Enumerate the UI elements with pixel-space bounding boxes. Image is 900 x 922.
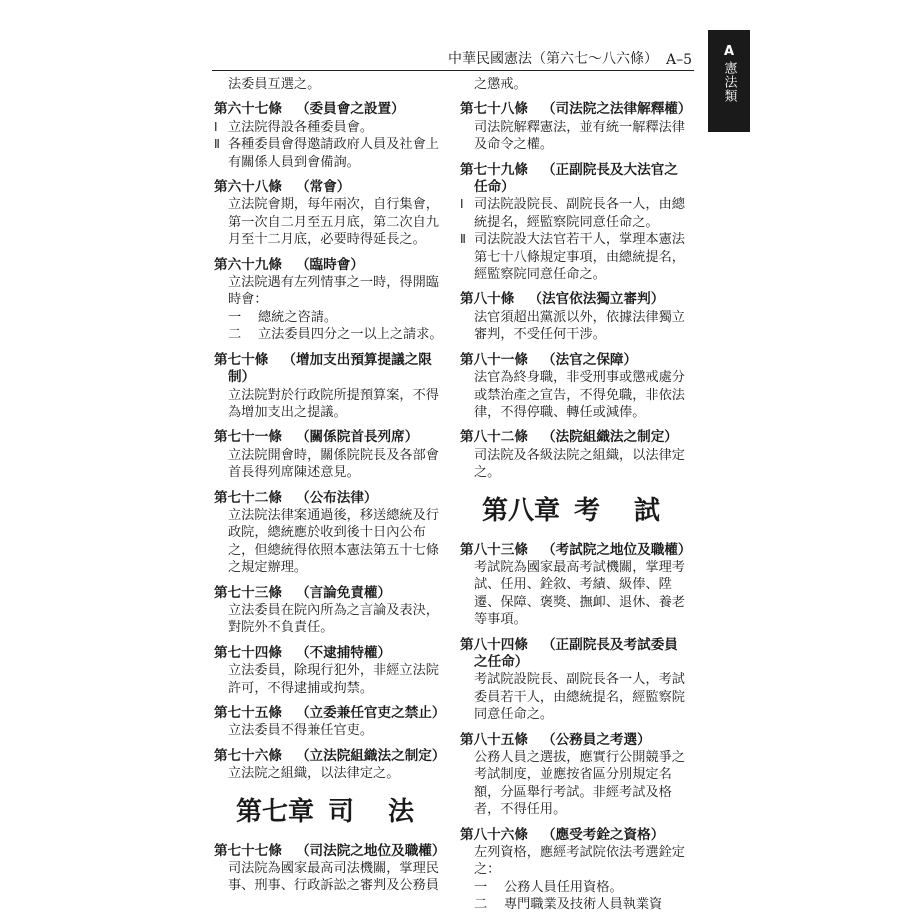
paragraph-numeral: Ⅱ (460, 232, 466, 247)
article-body (460, 196, 692, 283)
tab-name: 憲法類 (721, 61, 737, 103)
article-title: （委員會之設置） (295, 101, 405, 118)
article-title: （常會） (295, 179, 351, 196)
article-heading (214, 645, 446, 662)
article-paragraph (228, 860, 446, 895)
article-body (214, 722, 446, 739)
chapter-title: 司 法 (328, 796, 419, 827)
paragraph-text: 法官須超出黨派以外，依據法律獨立審判，不受任何干涉。 (474, 309, 685, 343)
article-heading (214, 179, 446, 196)
item-number: 二 (228, 327, 242, 343)
article (214, 101, 446, 171)
article-title: （言論免責權） (295, 584, 392, 601)
article (460, 352, 692, 422)
article-number: 第七十四條 (214, 644, 282, 661)
chapter-number: 第八章 (482, 495, 561, 526)
paragraph-text: 司法院解釋憲法，並有統一解釋法律及命令之權。 (474, 119, 685, 153)
article-heading (460, 637, 692, 672)
article-title: （考試院之地位及職權） (541, 541, 692, 558)
article-paragraph (228, 387, 446, 422)
article (460, 637, 692, 724)
paragraph-text: 立法院得設各種委員會。 (228, 119, 374, 135)
article-paragraph (474, 749, 692, 819)
paragraph-text: 立法院法律案通過後，移送總統及行政院，總統應於收到後十日內公布之，但總統得依照本憲法第五十七條之規定辦理。 (228, 507, 439, 576)
chapter-heading (482, 496, 692, 526)
paragraph-text: 考試院設院長、副院長各一人，考試委員若干人，由總統提名，經監察院同意任命之。 (474, 672, 685, 723)
article-title-continued: 制） (228, 369, 256, 386)
article-body (214, 387, 446, 422)
article-paragraph (228, 602, 446, 637)
article-title: （不逮捕特權） (295, 644, 392, 661)
paragraph-text: 立法院會期，每年兩次，自行集會，第一次自二月至五月底，第二次自九月至十二月底，必要時得延長之。 (228, 197, 439, 248)
article-number: 第七十五條 (214, 705, 282, 721)
article-body (460, 447, 692, 482)
article-title: （司法院之地位及職權） (295, 842, 446, 859)
article-body (460, 844, 692, 879)
article-number: 第七十七條 (214, 842, 282, 859)
item-text: 立法委員四分之一以上之請求。 (258, 327, 443, 343)
paragraph-text: 司法院設大法官若干人，掌理本憲法第七十八條規定事項，由總統提名，經監察院同意任命之。 (474, 232, 685, 283)
article-title: （正副院長及考試委員 (541, 636, 678, 653)
article (214, 645, 446, 697)
paragraph-text: 司法院為國家最高司法機關，掌理民事、刑事、行政訴訟之審判及公務員 (228, 861, 439, 894)
article-number: 第八十五條 (460, 731, 528, 748)
enumerated-item (214, 326, 446, 343)
article-number: 第七十條 (214, 351, 269, 368)
article-paragraph (228, 722, 446, 739)
article (460, 732, 692, 819)
article (214, 490, 446, 577)
article-paragraph (474, 119, 692, 154)
article-paragraph (214, 119, 446, 136)
paragraph-text: 公務人員之選拔，應實行公開競爭之考試制度，並應按省區分別規定名額，分區舉行考試。非經考試及格者，不得任用。 (474, 750, 685, 818)
paragraph-text: 立法院之組織，以法律定之。 (228, 766, 400, 782)
article-paragraph (228, 765, 446, 782)
article-paragraph (228, 447, 446, 482)
article-paragraph (474, 844, 692, 879)
article-heading (214, 585, 446, 602)
article-title: （臨時會） (295, 256, 364, 273)
article-title-continued: 任命） (474, 179, 515, 196)
article-number: 第八十四條 (460, 636, 528, 653)
article-body (214, 119, 446, 171)
article-title: （法官依法獨立審判） (528, 291, 665, 308)
article-paragraph (228, 274, 446, 309)
article-body (460, 119, 692, 154)
enumerated-item (460, 896, 692, 913)
article-body (214, 860, 446, 895)
article-number: 第八十二條 (460, 429, 528, 446)
item-text: 公務人員任用資格。 (504, 879, 623, 895)
article-number: 第六十八條 (214, 179, 282, 196)
right-column (460, 76, 692, 922)
article-title: （增加支出預算提議之限 (282, 351, 432, 368)
chapter-number: 第七章 (236, 796, 315, 827)
article-title: （正副院長及大法官之 (541, 161, 678, 178)
paragraph-numeral: Ⅰ (460, 197, 464, 212)
article-heading (460, 732, 692, 749)
paragraph-text: 立法院開會時，關係院院長及各部會首長得列席陳述意見。 (228, 447, 439, 481)
article-body (214, 602, 446, 637)
article-paragraph (474, 559, 692, 629)
article-heading (214, 352, 446, 387)
article-heading (214, 429, 446, 446)
item-number: 二 (474, 897, 488, 913)
article (460, 162, 692, 284)
article (460, 429, 692, 481)
article-number: 第七十六條 (214, 747, 282, 764)
article (460, 827, 692, 914)
article-body (460, 369, 692, 421)
paragraph-text: 立法院對於行政院所提預算案，不得為增加支出之提議。 (228, 387, 439, 420)
enumerated-item (214, 309, 446, 326)
article-heading (214, 490, 446, 507)
article-body (460, 559, 692, 629)
article-heading (214, 843, 446, 860)
article-paragraph (460, 196, 692, 231)
article-title: （法官之保障） (541, 351, 638, 368)
article-title: （公布法律） (295, 489, 378, 506)
article-heading (460, 291, 692, 308)
article (460, 101, 692, 153)
article-heading (460, 542, 692, 559)
paragraph-numeral: Ⅰ (214, 119, 218, 134)
article-number: 第七十八條 (460, 101, 528, 118)
article-body (214, 447, 446, 482)
chapter-heading (236, 797, 446, 827)
article-number: 第八十一條 (460, 351, 528, 368)
continued-text: 之懲戒。 (474, 77, 527, 92)
article (214, 429, 446, 481)
article-number: 第八十三條 (460, 541, 528, 558)
header-title: 中華民國憲法（第六七～八六條） (448, 51, 658, 67)
article-paragraph (474, 309, 692, 344)
paragraph-numeral: Ⅱ (214, 137, 220, 152)
enumerated-item (460, 879, 692, 896)
item-text: 總統之咨請。 (258, 309, 338, 325)
paragraph-text: 司法院及各級法院之組織，以法律定之。 (474, 447, 685, 481)
article-title-continued: 之任命） (474, 653, 529, 670)
article-heading (460, 352, 692, 369)
article-number: 第六十九條 (214, 256, 282, 273)
paragraph-text: 司法院設院長、副院長各一人，由總統提名，經監察院同意任命之。 (474, 197, 685, 230)
article-paragraph (228, 196, 446, 248)
article-paragraph (214, 136, 446, 171)
item-text: 專門職業及技術人員執業資 (504, 897, 663, 913)
article (214, 352, 446, 422)
article (460, 542, 692, 629)
article (214, 585, 446, 637)
article-paragraph (474, 369, 692, 421)
article-title: （關係院首長列席） (295, 429, 419, 446)
paragraph-text: 左列資格，應經考試院依法考選銓定之： (474, 845, 685, 878)
paragraph-text: 立法委員不得兼任官吏。 (228, 723, 374, 739)
article-body (214, 274, 446, 309)
paragraph-text: 立法院遇有左列情事之一時，得開臨時會： (228, 275, 439, 308)
article (460, 291, 692, 343)
article-title: （司法院之法律解釋權） (541, 101, 692, 118)
article-heading (460, 827, 692, 844)
article (214, 843, 446, 895)
article-number: 第八十條 (460, 291, 515, 308)
article-number: 第八十六條 (460, 826, 528, 843)
paragraph-text: 立法委員在院內所為之言論及表決，對院外不負責任。 (228, 602, 439, 636)
article-body (214, 507, 446, 577)
article-title: （公務員之考選） (541, 731, 651, 748)
article-heading (214, 748, 446, 765)
article-body (214, 662, 446, 697)
running-header (448, 46, 692, 68)
article-title: （立法院組織法之制定） (295, 747, 446, 764)
article-body (460, 671, 692, 723)
article-title: （立委兼任官吏之禁止） (295, 705, 446, 721)
article (214, 179, 446, 249)
article (214, 748, 446, 783)
article-number: 第七十三條 (214, 584, 282, 601)
tab-letter: A (723, 44, 735, 59)
article-number: 第七十九條 (460, 161, 528, 178)
article (214, 705, 446, 740)
article-paragraph (228, 507, 446, 577)
section-thumb-tab (708, 30, 750, 132)
article-paragraph (474, 671, 692, 723)
article-number: 第六十七條 (214, 101, 282, 118)
article-number: 第七十一條 (214, 429, 282, 446)
paragraph-text: 各種委員會得邀請政府人員及社會上有關係人員到會備詢。 (228, 137, 439, 170)
article-heading (460, 429, 692, 446)
article-body (460, 749, 692, 819)
article-number: 第七十二條 (214, 489, 282, 506)
article-title: （應受考銓之資格） (541, 826, 665, 843)
article-body (214, 196, 446, 248)
page-number: A–5 (665, 52, 692, 68)
article-body (460, 309, 692, 344)
left-column (214, 76, 446, 903)
article-heading (214, 101, 446, 118)
paragraph-text: 立法委員，除現行犯外，非經立法院許可，不得逮捕或拘禁。 (228, 663, 439, 696)
item-number: 一 (228, 309, 242, 325)
article-heading (460, 162, 692, 197)
article-title: （法院組織法之制定） (541, 429, 678, 446)
paragraph-text: 法官為終身職，非受刑事或懲戒處分或禁治產之宣告，不得免職，非依法律，不得停職、轉任或減俸。 (474, 370, 685, 420)
header-rule (212, 70, 694, 71)
item-number: 一 (474, 879, 488, 895)
article (214, 257, 446, 344)
article-paragraph (474, 447, 692, 482)
article-body (214, 765, 446, 782)
article-heading (214, 257, 446, 274)
article-heading (214, 705, 446, 722)
paragraph-text: 考試院為國家最高考試機關，掌理考試、任用、銓敘、考績、級俸、陞遷、保障、褒獎、撫卹、退休、養老等事項。 (474, 559, 685, 628)
chapter-title: 考 試 (574, 495, 665, 526)
article-paragraph (228, 662, 446, 697)
article-heading (460, 101, 692, 118)
article-paragraph (460, 231, 692, 283)
continued-text: 法委員互選之。 (228, 77, 321, 92)
